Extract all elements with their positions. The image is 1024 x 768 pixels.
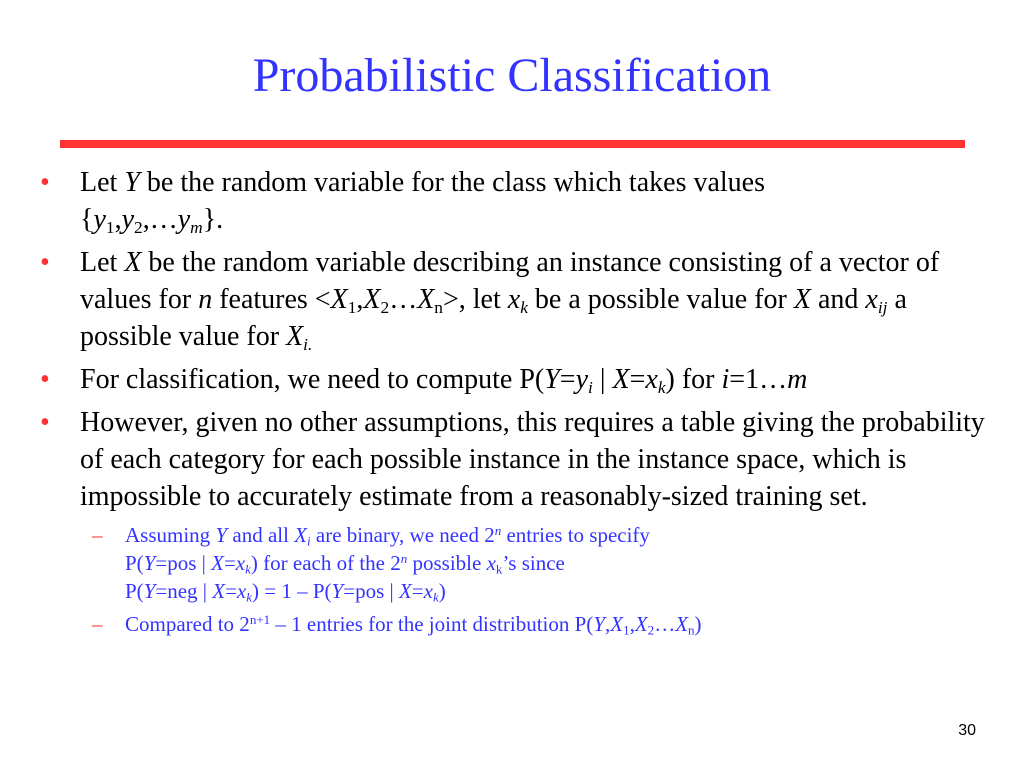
bullet-glyph: • [40, 247, 50, 278]
subbullet-item: – Assuming Y and all $X_i$ are binary, we need 2$^n$ entries to specify P(Y=pos | $X=x_k$) for each of the 2$^n$ possible $x_k’s$ since P(Y=neg | $X=x_k) = 1 - P(Y=pos$ | $X=x_k$) [92, 522, 650, 605]
subbullet-item: – Compared to $2^{n+1} - 1$ entries for the joint distribution $P(Y,X_1,X_2\dots X_n)$ [92, 611, 702, 638]
bullet-glyph: • [40, 407, 50, 438]
dash-glyph: – [92, 523, 103, 547]
slide-title: Probabilistic Classification [252, 49, 772, 102]
bullet-item: • Let X be the random variable describing an instance consisting of a vector of values for n features $<X_1,X_2\dots X_n>$, let $x_k$ be a possible value for X and $x_{ij}$ a possible value for $X_{i.}$ [40, 244, 990, 355]
page-number: 30 [958, 722, 976, 739]
bullet-item: • However, given no other assumptions, this requires a table giving the probability of each category for each possible instance in the instance space, which is impossible to accurately estimate from a reasonably-sized training set. [40, 404, 990, 515]
bullet-item: • Let Y be the random variable for the class which takes values $\{y_1,y_2,\dots y_m\}$. [40, 164, 990, 238]
bullet-glyph: • [40, 167, 50, 198]
bullet-item: • For classification, we need to compute $P(Y=y_i$ | $X=x_k$) for i=1…m [40, 361, 990, 398]
dash-glyph: – [92, 612, 103, 636]
bullet-glyph: • [40, 364, 50, 395]
subbullet-list [40, 521, 990, 638]
title-underline-rule [60, 140, 965, 148]
bullet-list [40, 164, 990, 643]
